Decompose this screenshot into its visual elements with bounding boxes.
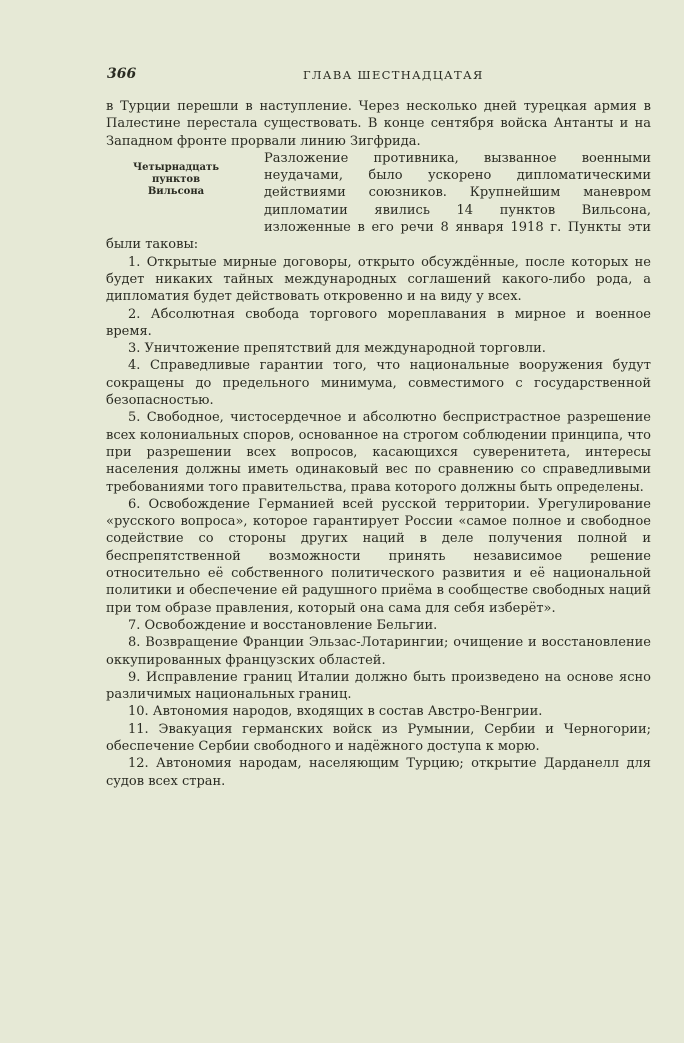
point-10: 10. Автономия народов, входящих в состав Австро-Венгрии. [128, 704, 543, 720]
sidebar-heading-line: Четырнадцать [132, 161, 220, 173]
intro-paragraph: в Турции перешли в наступление. Через несколько дней турецкая армия в Палестине перестала существовать. В конце сентября войска Антанты и на Западном фронте прорвали линию Зигфрида. [106, 99, 651, 149]
point-6: 6. Освобождение Германией всей русской территории. Урегулирование «русского вопроса», которое гарантирует России «самое полное и свободное содействие со стороны других наций в деле получения полной и беспрепятственной возможности принять независимое решение относительно её собственного политического развития и её национальной политики и обеспечение ей радушного приёма в сообществе свободных наций при том образе правления, который она сама для себя изберёт». [106, 496, 651, 616]
running-head: ГЛАВА ШЕСТНАДЦАТАЯ [303, 68, 484, 82]
point-12: 12. Автономия народам, населяющим Турцию; открытие Дарданелл для судов всех стран. [106, 756, 651, 789]
point-1: 1. Открытые мирные договоры, открыто обсуждённые, после которых не будет никаких тайных международных соглашений какого-либо рода, а дипломатия будет действовать откровенно и на виду у всех. [106, 254, 651, 305]
point-7: 7. Освобождение и восстановление Бельгии. [128, 617, 438, 633]
sidebar-heading [106, 150, 246, 234]
point-11: 11. Эвакуация германских войск из Румынии, Сербии и Черногории; обеспечение Сербии свободного и надёжного доступа к морю. [106, 721, 651, 754]
section-paragraph: Разложение противника, вызванное военными неудачами, было ускорено дипломатическими действиями союзников. Крупнейшим маневром дипломатии явились 14 пунктов Вильсона, изложенные в его речи 8 января 1918 г. Пункты эти были таковы: [106, 150, 651, 253]
point-8: 8. Возвращение Франции Эльзас-Лотарингии; очищение и восстановление оккупированных французских областей. [106, 635, 651, 668]
sidebar-heading-line: пунктов [151, 173, 201, 185]
page-body [106, 98, 651, 790]
point-9: 9. Исправление границ Италии должно быть произведено на основе ясно различимых национальных границ. [106, 669, 651, 703]
point-4: 4. Справедливые гарантии того, что национальные вооружения будут сокращены до предельного минимума, совместимого с государственной безопасностью. [106, 358, 651, 409]
sidebar-heading-line: Вильсона [147, 185, 205, 197]
page-number: 366 [107, 66, 137, 82]
point-5: 5. Свободное, чистосердечное и абсолютно беспристрастное разрешение всех колониальных споров, основанное на строгом соблюдении принципа, что при разрешении всех вопросов, касающихся суверенитета, интересы населения должны иметь одинаковый вес по сравнению со справедливыми требованиями того правительства, права которого должны быть определены. [106, 410, 651, 495]
page-header [107, 66, 651, 84]
point-2: 2. Абсолютная свобода торгового мореплавания в мирное и военное время. [106, 306, 651, 339]
point-3: 3. Уничтожение препятствий для международной торговли. [128, 341, 546, 357]
